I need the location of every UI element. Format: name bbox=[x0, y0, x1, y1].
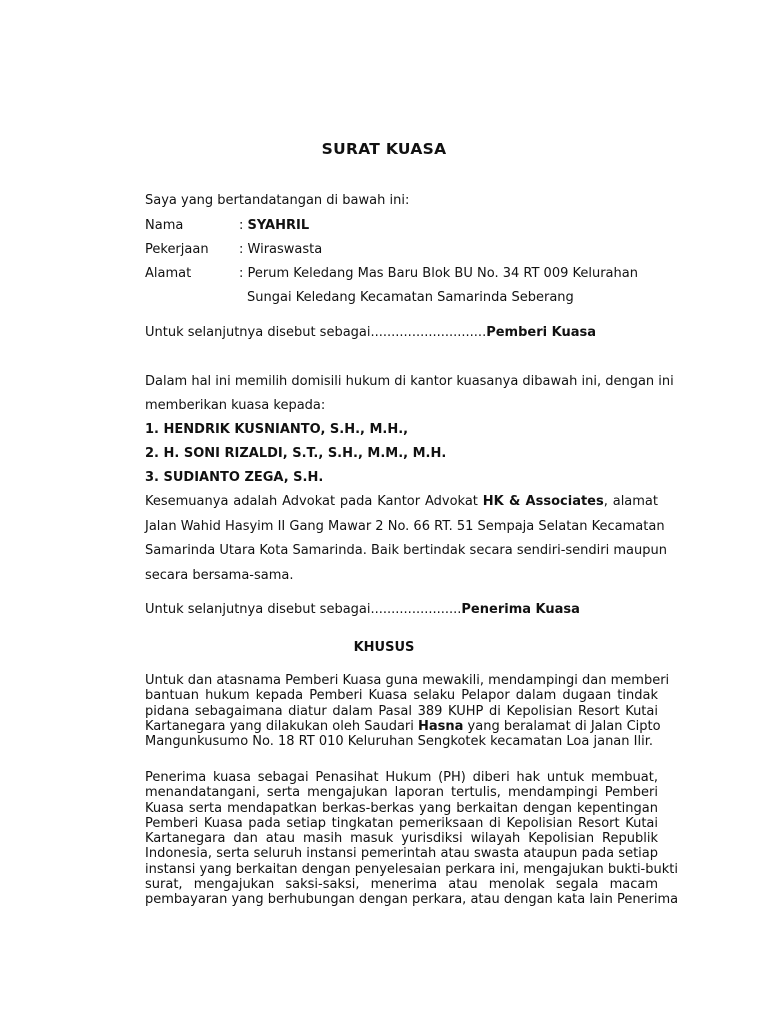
paragraph-2 bbox=[145, 770, 679, 908]
advocates-line-2: Jalan Wahid Hasyim II Gang Mawar 2 No. 66 RT. 51 Sempaja Selatan Kecamatan bbox=[145, 519, 665, 534]
paragraph-2-line: Penerima kuasa sebagai Penasihat Hukum (PH) diberi hak untuk membuat, bbox=[145, 770, 658, 785]
paragraph-2-line: surat, mengajukan saksi-saksi, menerima atau menolak segala macam bbox=[145, 877, 658, 893]
name-value-wrap bbox=[239, 218, 309, 233]
representative-1: 1. HENDRIK KUSNIANTO, S.H., M.H., bbox=[145, 422, 409, 437]
name-label: Nama bbox=[145, 218, 184, 233]
representative-3: 3. SUDIANTO ZEGA, S.H. bbox=[145, 470, 324, 485]
separator: : bbox=[239, 266, 248, 281]
paragraph-1-line bbox=[145, 718, 661, 734]
receiver-role: Penerima Kuasa bbox=[461, 602, 580, 617]
giver-role: Pemberi Kuasa bbox=[486, 325, 596, 340]
paragraph-1-line: Untuk dan atasnama Pemberi Kuasa guna mewakili, mendampingi dan memberi bbox=[145, 673, 670, 688]
paragraph-2-line: Kuasa serta mendapatkan berkas-berkas yang berkaitan dengan kepentingan bbox=[145, 800, 658, 816]
receiver-prefix: Untuk selanjutnya disebut sebagai...................... bbox=[145, 602, 462, 617]
job-value: Wiraswasta bbox=[247, 242, 323, 257]
paragraph-2-line: Pemberi Kuasa pada setiap tingkatan pemeriksaan di Kepolisian Resort Kutai bbox=[145, 815, 658, 831]
paragraph-2-line: Kartanegara dan atau masih masuk yurisdiksi wilayah Kepolisian Republik bbox=[145, 831, 658, 847]
address-line-2: Sungai Keledang Kecamatan Samarinda Seberang bbox=[247, 290, 574, 305]
address-value-wrap bbox=[239, 266, 638, 281]
address-label: Alamat bbox=[145, 266, 192, 281]
advocates-line-3: Samarinda Utara Kota Samarinda. Baik bertindak secara sendiri-sendiri maupun bbox=[145, 543, 667, 558]
advocates-pre: Kesemuanya adalah Advokat pada Kantor Advokat bbox=[145, 494, 483, 509]
paragraph-2-line: menandatangani, serta mengajukan laporan tertulis, mendampingi Pemberi bbox=[145, 785, 658, 801]
paragraph-1 bbox=[145, 673, 670, 750]
paragraph-2-line: pembayaran yang berhubungan dengan perkara, atau dengan kata lain Penerima bbox=[145, 892, 679, 908]
reported-name: Hasna bbox=[418, 718, 464, 734]
advocates-line-1 bbox=[145, 494, 658, 509]
job-value-wrap bbox=[239, 242, 322, 257]
advocates-post: , alamat bbox=[603, 494, 658, 509]
receiver-line bbox=[145, 602, 580, 617]
p1-l4-post: yang beralamat di Jalan Cipto bbox=[463, 718, 661, 734]
advocates-line-4: secara bersama-sama. bbox=[145, 568, 294, 583]
job-label: Pekerjaan bbox=[145, 242, 209, 257]
representative-2: 2. H. SONI RIZALDI, S.T., S.H., M.M., M.H. bbox=[145, 446, 447, 461]
address-line-1: Perum Keledang Mas Baru Blok BU No. 34 RT 009 Kelurahan bbox=[247, 266, 638, 281]
giver-line bbox=[145, 325, 596, 340]
paragraph-2-line: instansi yang berkaitan dengan penyelesaian perkara ini, mengajukan bukti-bukti bbox=[145, 861, 678, 877]
paragraph-1-line: pidana sebagaimana diatur dalam Pasal 389 KUHP di Kepolisian Resort Kutai bbox=[145, 703, 658, 719]
separator: : bbox=[239, 218, 248, 233]
paragraph-1-line: Mangunkusumo No. 18 RT 010 Keluruhan Sengkotek kecamatan Loa janan Ilir. bbox=[145, 734, 653, 750]
domicile-line-2: memberikan kuasa kepada: bbox=[145, 398, 326, 413]
paragraph-1-line: bantuan hukum kepada Pemberi Kuasa selaku Pelapor dalam dugaan tindak bbox=[145, 688, 658, 704]
giver-prefix: Untuk selanjutnya disebut sebagai............................ bbox=[145, 325, 487, 340]
name-value: SYAHRIL bbox=[247, 218, 310, 233]
domicile-line-1: Dalam hal ini memilih domisili hukum di kantor kuasanya dibawah ini, dengan ini bbox=[145, 374, 674, 389]
document-title: SURAT KUASA bbox=[321, 140, 447, 158]
paragraph-2-line: Indonesia, serta seluruh instansi pemerintah atau swasta ataupun pada setiap bbox=[145, 846, 658, 862]
separator: : bbox=[239, 242, 248, 257]
intro-text: Saya yang bertandatangan di bawah ini: bbox=[145, 193, 410, 208]
p1-l4-pre: Kartanegara yang dilakukan oleh Saudari bbox=[145, 718, 418, 734]
firm-name: HK & Associates bbox=[482, 494, 604, 509]
section-title: KHUSUS bbox=[353, 640, 415, 655]
